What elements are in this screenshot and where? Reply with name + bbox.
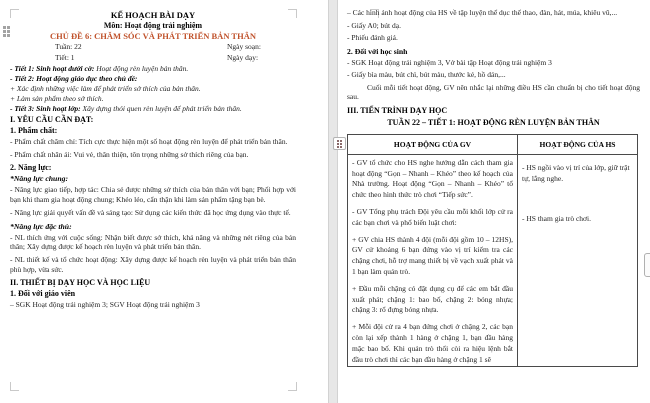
session-1-lead: - Tiết 1: Sinh hoạt dưới cờ: xyxy=(10,64,95,73)
activity-table xyxy=(347,134,638,367)
doc-title: KẾ HOẠCH BÀI DẠY xyxy=(110,10,196,20)
student-activity-cell xyxy=(518,155,637,366)
heading-equipment: II. THIẾT BỊ DẠY HỌC VÀ HỌC LIỆU xyxy=(10,278,151,288)
para-activity-images: – Các hình ảnh hoạt động của HS về tập luyện thể dục thể thao, đàn, hát, múa, khiêu vũ,... xyxy=(347,8,618,17)
edge-scroll-widget[interactable] xyxy=(644,253,650,277)
para-diligence: - Phẩm chất chăm chỉ: Tích cực thực hiện một số hoạt động rèn luyện để phát triển bản thân. xyxy=(10,137,288,146)
gv-para-1: - GV tổ chức cho HS nghe hướng dẫn cách tham gia hoạt động “Gọn – Nhanh – Khéo” theo kế hoạch của Nhà trường. Hoạt động “Gọn – Nhanh – Khéo” tổ chức theo hình thức trò chơi “Tiếp sức”. xyxy=(352,157,513,200)
heading-for-teacher: 1. Đối với giáo viên xyxy=(10,289,76,299)
session-2-item xyxy=(10,74,296,84)
session-1-rest: Hoạt động rèn luyện bản thân. xyxy=(94,64,189,73)
para-paper: - Giấy A0; bút dạ. xyxy=(347,20,401,30)
table-move-handle-icon[interactable] xyxy=(333,137,346,150)
page-1-content xyxy=(10,10,296,313)
hs-para-2: - HS tham gia trò chơi. xyxy=(522,214,591,224)
session-2-sub-1: + Xác định những việc làm để phát triển sở thích của bản thân. xyxy=(10,84,201,93)
col-header-student-activity: HOẠT ĐỘNG CỦA HS xyxy=(539,140,616,150)
gv-para-2: - GV Tổng phụ trách Đội yêu cầu mỗi khối lớp cử ra các bạn chơi và phổ biến luật chơi: xyxy=(352,207,513,227)
page-2-content xyxy=(347,8,640,367)
session-2-sub-2: + Làm sản phẩm theo sở thích. xyxy=(10,94,104,103)
para-end-of-session-note: Cuối mỗi tiết hoạt động, GV nên nhắc lại những điều HS cần chuẩn bị cho tiết hoạt động sau. xyxy=(347,82,640,102)
text-boundary-mark xyxy=(288,382,297,391)
page-2 xyxy=(338,0,650,403)
para-kindness: - Phẩm chất nhân ái: Vui vẻ, thân thiện, tôn trọng những sở thích riêng của bạn. xyxy=(10,149,249,159)
table-move-handle-dots xyxy=(337,140,342,148)
teacher-activity-cell xyxy=(348,155,518,366)
gv-para-5: + Mỗi đội cử ra 4 bạn đứng chơi ở chặng 2, các bạn còn lại xếp thành 1 hàng ở chặng 1, bạn đầu hàng mặc bao bố. Khi quản trò thổi còi ra hiệu lệnh bắt đầu trò chơi thì các bạn đầu hàng ở chặng 1 sẽ xyxy=(352,322,513,364)
para-communication: - Năng lực giao tiếp, hợp tác: Chia sẻ được những sở thích của bản thân với bạn; Phối hợp với bạn khi tham gia hoạt động chung; Khéo léo, cẩn thận khi làm sản phẩm tặng bạn bè. xyxy=(10,185,296,205)
col-header-teacher-activity: HOẠT ĐỘNG CỦA GV xyxy=(348,135,518,154)
para-adaptation: - NL thích ứng với cuộc sống: Nhận biết được sở thích, khả năng và những nét riêng của bản thân; Xây dựng được kế hoạch rèn luyện và phát triển bản thân. xyxy=(10,232,296,252)
para-problem-solving: - Năng lực giải quyết vấn đề và sáng tạo: Sử dụng các kiến thức đã học ứng dụng vào thực tế. xyxy=(10,207,291,217)
session-3-rest: Xây dựng thói quen rèn luyện để phát triển bản thân. xyxy=(80,104,242,113)
table-body-row xyxy=(348,155,637,366)
para-teacher-books: – SGK Hoạt động trải nghiệm 3; SGV Hoạt động trải nghiệm 3 xyxy=(10,300,200,310)
gv-para-4: + Đầu mỗi chặng có đặt dụng cụ để các em bắt đầu xuất phát; chặng 1: bao bố, chặng 2: bóng nhựa; chặng 3: rổ đựng bóng nhựa. xyxy=(352,283,513,315)
heading-general-competency: *Năng lực chung: xyxy=(10,174,68,184)
para-evaluation-sheet: - Phiếu đánh giá. xyxy=(347,32,398,42)
session-3-lead: - Tiết 3: Sinh hoạt lớp: xyxy=(10,104,81,113)
heading-requirements: I. YÊU CẦU CẦN ĐẠT: xyxy=(10,115,94,124)
table-header-row xyxy=(348,135,637,155)
heading-procedure: III. TIẾN TRÌNH DẠY HỌC xyxy=(347,106,448,116)
drag-dots-icon[interactable] xyxy=(3,26,10,37)
prep-date-label: Ngày soạn: xyxy=(227,42,261,51)
heading-competency: 2. Năng lực: xyxy=(10,163,52,173)
doc-subject: Môn: Hoạt động trải nghiệm xyxy=(103,21,203,30)
session-1-item xyxy=(10,64,296,74)
para-student-supplies: - Giấy bìa màu, bút chì, bút màu, thước kẻ, hồ dán,... xyxy=(347,69,506,79)
doc-theme-heading: CHỦ ĐỀ 6: CHĂM SÓC VÀ PHÁT TRIỂN BẢN THÂN xyxy=(50,31,256,41)
teach-date-label: Ngày dạy: xyxy=(227,53,259,62)
week-label: Tuần: 22 xyxy=(55,42,82,51)
heading-specific-competency: *Năng lực đặc thù: xyxy=(10,221,72,231)
para-design-organize: - NL thiết kế và tổ chức hoạt động: Xây dựng được kế hoạch rèn luyện và phát triển bản thân phù hợp, vừa sức. xyxy=(10,254,296,274)
heading-quality: 1. Phẩm chất: xyxy=(10,126,58,135)
meta-row-1 xyxy=(10,42,296,52)
heading-for-student: 2. Đối với học sinh xyxy=(347,46,408,56)
heading-week-session: TUẦN 22 – TIẾT 1: HOẠT ĐỘNG RÈN LUYỆN BẢN THÂN xyxy=(387,118,600,128)
period-label: Tiết: 1 xyxy=(55,53,75,62)
text-boundary-mark xyxy=(10,382,19,391)
gv-para-3: + GV chia HS thành 4 đội (mỗi đội gồm 10 – 12HS), GV cử khoảng 6 bạn đứng vào vị trí kiểm tra các chặng chơi, hỗ trợ mang thiết bị về vạch xuất phát và 1 bạn làm quản trò. xyxy=(352,234,513,276)
para-student-books: - SGK Hoạt động trải nghiệm 3, Vở bài tập Hoạt động trải nghiệm 3 xyxy=(347,57,552,67)
meta-row-2 xyxy=(10,53,296,63)
session-3-item xyxy=(10,104,296,114)
page-separator xyxy=(328,0,338,403)
session-2-lead: - Tiết 2: Hoạt động giáo dục theo chủ đề: xyxy=(10,74,138,83)
hs-para-1: - HS ngồi vào vị trí của lớp, giữ trật tự, lắng nghe. xyxy=(522,162,630,183)
